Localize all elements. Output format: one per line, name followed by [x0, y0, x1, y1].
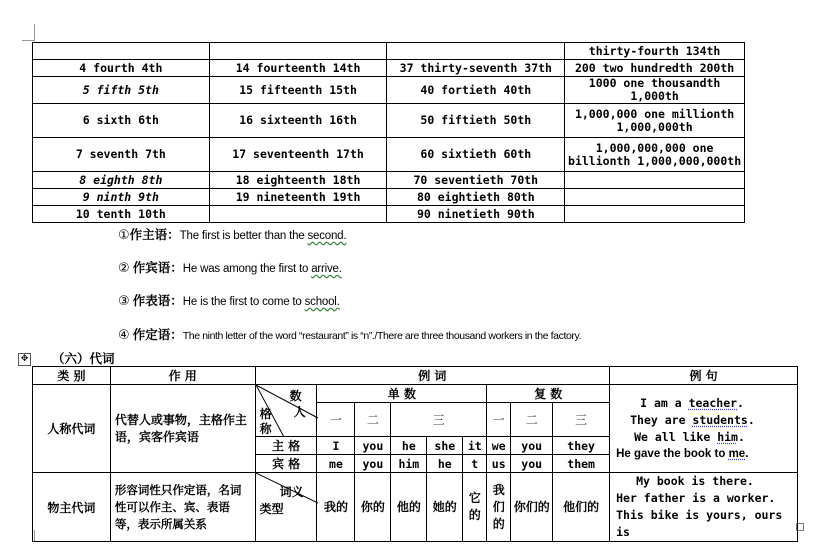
- ordinal-cell: [209, 206, 387, 223]
- diag-meaning: 词义: [279, 485, 304, 499]
- personal-example-sentences: [610, 385, 798, 473]
- possessive-word-cell: 我的: [317, 473, 355, 542]
- diag-number: 数: [289, 389, 302, 403]
- sentence: My book is there.: [636, 474, 754, 488]
- ordinal-cell: 60 sixtieth 60th: [387, 138, 565, 172]
- example-text: The ninth letter of the word “restaurant” is “n”./There are three thousand workers in the factory.: [182, 330, 582, 342]
- ordinal-cell: 19 nineteenth 19th: [209, 189, 387, 206]
- section-title: （六）代词: [52, 352, 115, 366]
- ordinal-cell: [565, 172, 745, 189]
- ordinal-cell: 10 tenth 10th: [33, 206, 210, 223]
- header-sentences: 例 句: [610, 367, 798, 385]
- diag-type: 类型: [259, 502, 284, 516]
- person-number-cell: 一: [487, 403, 511, 437]
- ordinal-cell: 40 fortieth 40th: [387, 77, 565, 104]
- ordinal-number-table: [32, 42, 745, 223]
- ordinal-cell: 80 eightieth 80th: [387, 189, 565, 206]
- sentence: Her father is a worker.: [616, 491, 776, 505]
- object-pronoun-cell: you: [355, 455, 391, 473]
- subject-pronoun-cell: you: [511, 437, 553, 455]
- possessive-word-cell: 她的: [427, 473, 463, 542]
- object-case-label: 宾 格: [255, 455, 317, 473]
- example-line-1: [118, 225, 346, 243]
- ordinal-row: [33, 189, 745, 206]
- ordinal-row: [33, 77, 745, 104]
- ordinal-cell: 8 eighth 8th: [33, 172, 210, 189]
- example-label: 作定语：: [132, 328, 183, 342]
- person-number-cell: 三: [391, 403, 487, 437]
- subject-pronoun-cell: he: [391, 437, 427, 455]
- example-text: He was among the first to arrive.: [182, 263, 342, 275]
- ordinal-cell: 90 ninetieth 90th: [387, 206, 565, 223]
- example-text: The first is better than the second.: [179, 230, 347, 242]
- ordinal-cell: 1000 one thousandth 1,000th: [565, 77, 745, 104]
- object-pronoun-cell: us: [487, 455, 511, 473]
- example-line-2: [118, 258, 342, 276]
- subject-pronoun-cell: we: [487, 437, 511, 455]
- sentence: This bike is yours, ours is: [616, 508, 783, 539]
- example-number: ②: [118, 261, 130, 276]
- ordinal-cell: 70 seventieth 70th: [387, 172, 565, 189]
- sentence: I am a teacher.: [640, 395, 744, 410]
- subject-pronoun-cell: it: [463, 437, 487, 455]
- object-pronoun-cell: he: [427, 455, 463, 473]
- personal-pronoun-label: 人称代词: [33, 385, 111, 473]
- example-line-3: [118, 291, 340, 309]
- ordinal-cell: 200 two hundredth 200th: [565, 60, 745, 77]
- subject-pronoun-cell: you: [355, 437, 391, 455]
- ordinal-cell: 16 sixteenth 16th: [209, 104, 387, 138]
- possessive-word-cell: 他的: [391, 473, 427, 542]
- possessive-word-cell: 我们的: [487, 473, 511, 542]
- person-number-cell: 三: [553, 403, 610, 437]
- ordinal-cell: 4 fourth 4th: [33, 60, 210, 77]
- sentence: They are students.: [630, 412, 755, 427]
- subject-pronoun-cell: she: [427, 437, 463, 455]
- possessive-word-cell: 它的: [463, 473, 487, 542]
- example-label: 作宾语：: [132, 261, 183, 275]
- object-pronoun-cell: them: [553, 455, 610, 473]
- header-category: 类 别: [33, 367, 111, 385]
- header-examples: 例 词: [255, 367, 610, 385]
- example-label: 作表语：: [132, 294, 183, 308]
- possessive-word-cell: 你们的: [511, 473, 553, 542]
- subject-pronoun-cell: I: [317, 437, 355, 455]
- diag-case: 格: [259, 407, 272, 421]
- subject-pronoun-cell: they: [553, 437, 610, 455]
- ordinal-cell: 14 fourteenth 14th: [209, 60, 387, 77]
- possessive-diagonal-cell: [255, 473, 317, 542]
- table-move-handle[interactable]: ✥: [18, 353, 31, 366]
- ordinal-cell: 37 thirty-seventh 37th: [387, 60, 565, 77]
- possessive-word-cell: 他们的: [553, 473, 610, 542]
- possessive-example-sentences: [610, 473, 798, 542]
- sentence: We all like him.: [634, 429, 745, 444]
- ordinal-cell: 17 seventeenth 17th: [209, 138, 387, 172]
- ordinal-row: [33, 206, 745, 223]
- ordinal-row: [33, 104, 745, 138]
- plural-header: 复 数: [487, 385, 610, 403]
- example-text: He is the first to come to school.: [182, 296, 340, 308]
- corner-mark-top-left: [22, 24, 35, 41]
- ordinal-row: [33, 60, 745, 77]
- diag-person-label: 称: [259, 422, 272, 436]
- example-number: ③: [118, 294, 130, 309]
- possessive-word-cell: 你的: [355, 473, 391, 542]
- object-pronoun-cell: him: [391, 455, 427, 473]
- example-number: ①: [118, 228, 130, 243]
- person-number-cell: 二: [511, 403, 553, 437]
- personal-pronoun-function: 代替人或事物，主格作主语，宾客作宾语: [110, 385, 255, 473]
- diag-person: 人: [293, 405, 306, 419]
- possessive-pronoun-label: 物主代词: [33, 473, 111, 542]
- ordinal-cell: 50 fiftieth 50th: [387, 104, 565, 138]
- example-number: ④: [118, 328, 130, 343]
- object-pronoun-cell: you: [511, 455, 553, 473]
- subject-case-label: 主 格: [255, 437, 317, 455]
- example-label: 作主语：: [129, 228, 180, 242]
- ordinal-row: [33, 138, 745, 172]
- ordinal-cell: [33, 43, 210, 60]
- object-pronoun-cell: me: [317, 455, 355, 473]
- ordinal-cell: 5 fifth 5th: [33, 77, 210, 104]
- ordinal-row: [33, 43, 745, 60]
- ordinal-cell: 1,000,000,000 one billionth 1,000,000,000th: [565, 138, 745, 172]
- ordinal-cell: [209, 43, 387, 60]
- ordinal-cell: 6 sixth 6th: [33, 104, 210, 138]
- pronoun-table: [32, 366, 798, 542]
- ordinal-cell: 1,000,000 one millionth 1,000,000th: [565, 104, 745, 138]
- header-function: 作 用: [110, 367, 255, 385]
- example-line-4: [118, 325, 581, 343]
- sentence: He gave the book to me.: [616, 447, 749, 460]
- ordinal-cell: 18 eighteenth 18th: [209, 172, 387, 189]
- person-number-cell: 一: [317, 403, 355, 437]
- ordinal-row: [33, 172, 745, 189]
- diagonal-header-cell: [255, 385, 317, 437]
- ordinal-cell: 15 fifteenth 15th: [209, 77, 387, 104]
- person-number-cell: 二: [355, 403, 391, 437]
- singular-header: 单 数: [317, 385, 487, 403]
- ordinal-cell: thirty-fourth 134th: [565, 43, 745, 60]
- ordinal-cell: [565, 206, 745, 223]
- ordinal-cell: 9 ninth 9th: [33, 189, 210, 206]
- ordinal-cell: [565, 189, 745, 206]
- possessive-pronoun-function: 形容词性只作定语，名词性可以作主、宾、表语等，表示所属关系: [110, 473, 255, 542]
- ordinal-cell: 7 seventh 7th: [33, 138, 210, 172]
- ordinal-cell: [387, 43, 565, 60]
- object-pronoun-cell: t: [463, 455, 487, 473]
